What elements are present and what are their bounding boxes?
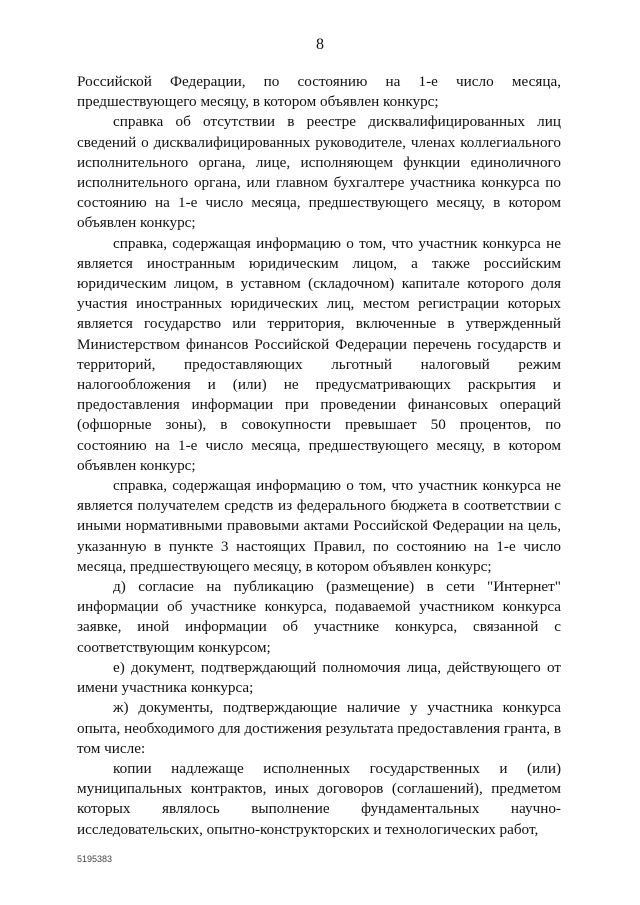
paragraph: е) документ, подтверждающий полномочия лица, действующего от имени участника конкурса; xyxy=(77,658,561,697)
paragraph: ж) документы, подтверждающие наличие у участника конкурса опыта, необходимого для достижения результата предоставления гранта, в том числе: xyxy=(77,699,561,757)
document-code: 5195383 xyxy=(77,854,113,864)
paragraph: справка, содержащая информацию о том, что участник конкурса не является иностранным юридическим лицом, а также российским юридическим лицом, в уставном (складочном) капитале которого доля участия иностранных юридических лиц, местом регистрации которых является государство или территория, включенные в утвержденный Министерством финансов Российской Федерации перечень государств и территорий, предоставляющих льготный налоговый режим налогообложения и (или) не предусматривающих раскрытия и предоставления информации при проведении финансовых операций (офшорные зоны), в совокупности превышает 50 процентов, по состоянию на 1-е число месяца, предшествующего месяцу, в котором объявлен конкурс; xyxy=(77,234,561,474)
paragraph: Российской Федерации, по состоянию на 1-е число месяца, предшествующего месяцу, в котором объявлен конкурс; xyxy=(77,73,561,111)
paragraph: справка об отсутствии в реестре дисквалифицированных лиц сведений о дисквалифицированных руководителе, членах коллегиального исполнительного органа, лице, исполняющем функции единоличного исполнительного органа, или главном бухгалтере участника конкурса по состоянию на 1-е число месяца, предшествующего месяцу, в котором объявлен конкурс; xyxy=(77,113,561,232)
paragraph: д) согласие на публикацию (размещение) в сети "Интернет" информации об участнике конкурса, подаваемой участником конкурса заявке, иной информации об участнике конкурса, связанной с соответствующим конкурсом; xyxy=(77,578,561,656)
document-body xyxy=(77,72,561,840)
paragraph: копии надлежаще исполненных государственных и (или) муниципальных контрактов, иных договоров (соглашений), предметом которых являлось выполнение фундаментальных научно-исследовательских, опытно-конструкторских и технологических работ, xyxy=(77,759,561,838)
page-number: 8 xyxy=(316,36,324,53)
paragraph: справка, содержащая информацию о том, что участник конкурса не является получателем средств из федерального бюджета в соответствии с иными нормативными правовыми актами Российской Федерации на цель, указанную в пункте 3 настоящих Правил, по состоянию на 1-е число месяца, предшествующего месяцу, в котором объявлен конкурс; xyxy=(77,477,561,575)
